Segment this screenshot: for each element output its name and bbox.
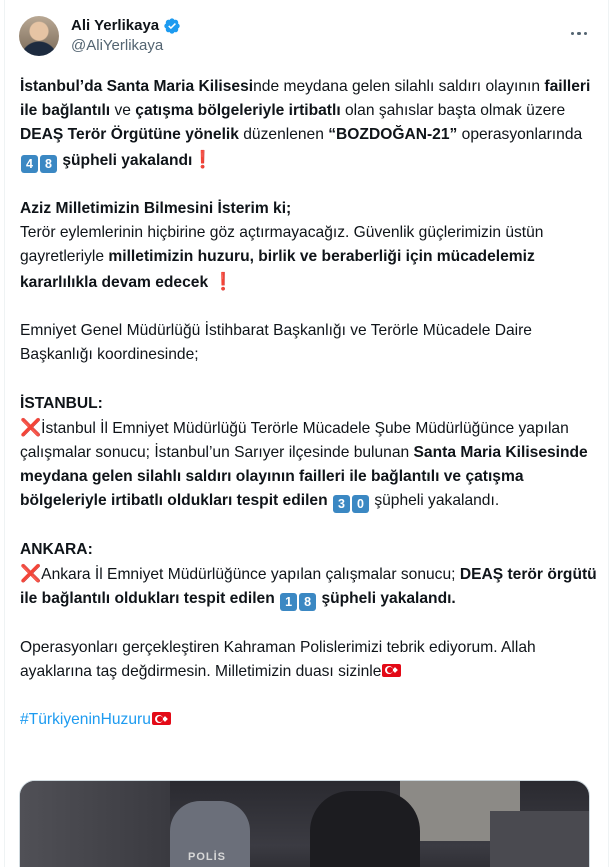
exclamation-icon: ❗ <box>212 271 234 291</box>
more-options-icon[interactable] <box>569 22 593 42</box>
intro-text-run: failleri ile bağlantılı <box>20 78 591 120</box>
tweet-header <box>19 14 599 60</box>
intro-end: şüpheli yakalandı <box>62 151 193 169</box>
intro-text-run: olan şahıslar başta olmak üzere <box>340 102 566 120</box>
turkey-flag-icon <box>152 712 171 725</box>
tweet-text <box>20 75 600 732</box>
paragraph-istanbul: ❌İstanbul İl Emniyet Müdürlüğü Terörle Mücadele Şube Müdürlüğünce yapılan çalışmalar sonucu; İstanbul’un Sarıyer ilçesinde bulunan Santa Maria Kilisesinde meydana gelen silahlı saldırı olayının failleri ile bağlantılı ve çatışma bölgeleriyle irtibatlı oldukları tespit edilen 3 0 şüpheli yakalandı. <box>20 417 588 512</box>
keycap-digit: 0 <box>352 495 369 513</box>
paragraph-ankara: ❌Ankara İl Emniyet Müdürlüğünce yapılan çalışmalar sonucu; DEAŞ terör örgütü ile bağlantılı oldukları tespit edilen 1 8 şüpheli yakalandı. <box>20 564 597 610</box>
media-caption-text: POLİS <box>188 851 227 863</box>
ankara-title: ANKARA: <box>20 540 93 558</box>
intro-text-run: “BOZDOĞAN-21” <box>328 126 458 144</box>
verified-badge-icon <box>163 17 181 35</box>
hashtag-link[interactable]: #TürkiyeninHuzuru <box>20 711 151 729</box>
author-block <box>71 16 181 56</box>
address-title: Aziz Milletimizin Bilmesini İsterim ki; <box>20 200 292 217</box>
author-handle[interactable]: @AliYerlikaya <box>71 37 164 54</box>
keycap-digit: 1 <box>280 593 297 611</box>
intro-text-run: ve <box>110 102 136 120</box>
avatar[interactable] <box>19 16 59 56</box>
keycap-digit: 8 <box>40 155 57 173</box>
turkey-flag-icon <box>382 664 401 677</box>
tweet-media-image[interactable] <box>19 780 590 867</box>
paragraph-closing: Operasyonları gerçekleştiren Kahraman Polislerimizi tebrik ediyorum. Allah ayaklarına taş değdirmesin. Milletimizin duası sizinle <box>20 638 536 680</box>
tweet-card <box>4 0 609 867</box>
intro-text-run: düzenlenen <box>238 126 329 144</box>
intro-text-run: operasyonlarında <box>457 126 583 144</box>
keycap-digit: 8 <box>299 593 316 611</box>
intro-text-run: nde meydana gelen silahlı saldırı olayının <box>253 78 545 95</box>
paragraph-intro <box>20 75 600 173</box>
paragraph-coordination: Emniyet Genel Müdürlüğü İstihbarat Başkanlığı ve Terörle Mücadele Daire Başkanlığı koordinesinde; <box>20 322 532 364</box>
keycap-digit: 4 <box>21 155 38 173</box>
cross-mark-icon: ❌ <box>20 417 42 437</box>
exclamation-icon: ❗ <box>192 149 214 169</box>
author-name[interactable]: Ali Yerlikaya <box>71 17 160 34</box>
intro-text-run: İstanbul’da Santa Maria Kilisesi <box>20 78 254 95</box>
intro-text-run: çatışma bölgeleriyle irtibatlı <box>135 102 341 120</box>
istanbul-title: İSTANBUL: <box>20 394 103 412</box>
cross-mark-icon: ❌ <box>20 564 42 583</box>
intro-text-run: DEAŞ Terör Örgütüne yönelik <box>20 126 239 144</box>
paragraph-statement: Terör eylemlerinin hiçbirine göz açtırmayacağız. Güvenlik güçlerimizin üstün gayretleriyle milletimizin huzuru, birlik ve beraberliği için mücadelemiz kararlılıkla devam edecek ❗ <box>20 224 544 291</box>
keycap-digit: 3 <box>333 495 350 513</box>
